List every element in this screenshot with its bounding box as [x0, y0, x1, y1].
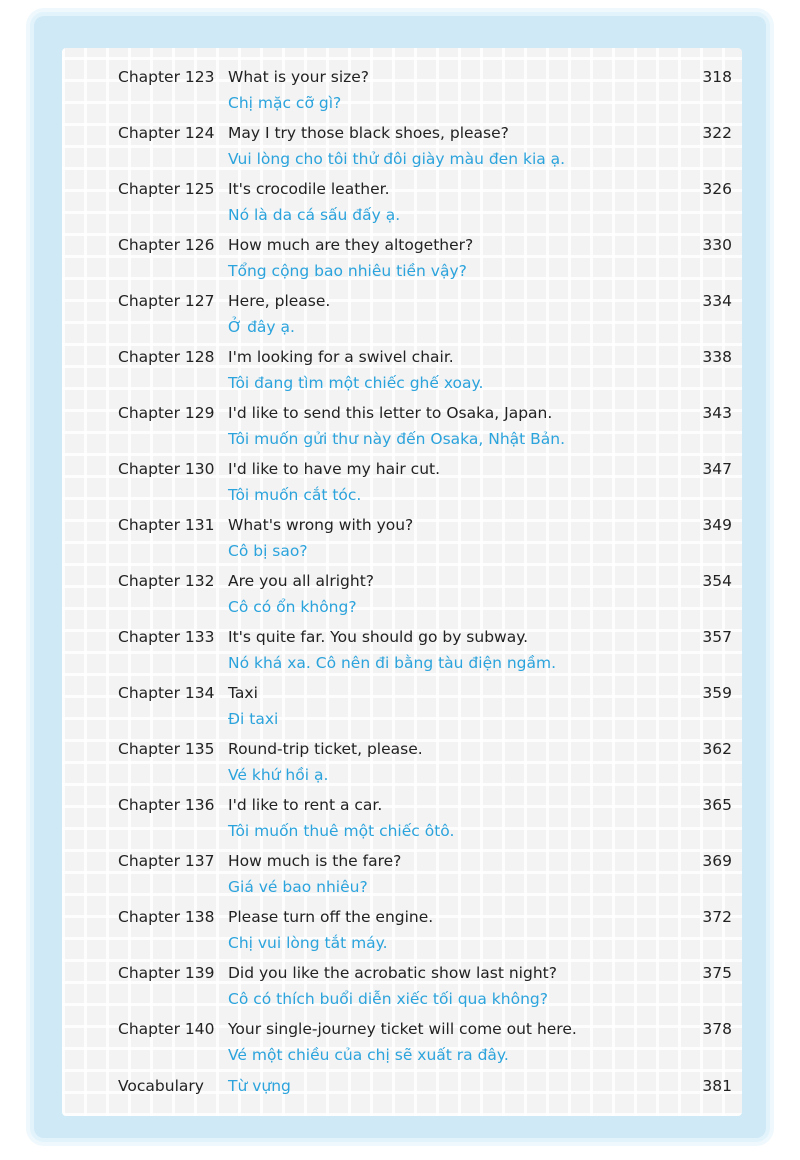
- chapter-title-vi: Chị vui lòng tắt máy.: [228, 934, 388, 952]
- toc-entry-vocabulary[interactable]: [0, 1074, 800, 1102]
- toc-entry[interactable]: [0, 457, 800, 513]
- chapter-title-en: Did you like the acrobatic show last night?: [228, 964, 557, 982]
- chapter-title-en: May I try those black shoes, please?: [228, 124, 509, 142]
- chapter-title-en: Please turn off the engine.: [228, 908, 434, 926]
- chapter-title-vi: Vé một chiều của chị sẽ xuất ra đây.: [228, 1046, 509, 1064]
- vocabulary-title-vi: Từ vựng: [228, 1077, 291, 1095]
- chapter-label: Chapter 139: [118, 964, 215, 982]
- page-number: 362: [702, 740, 732, 758]
- chapter-title-vi: Chị mặc cỡ gì?: [228, 94, 342, 112]
- toc-entry[interactable]: [0, 513, 800, 569]
- toc-entry[interactable]: [0, 625, 800, 681]
- page-number: 381: [702, 1077, 732, 1095]
- chapter-title-en: How much are they altogether?: [228, 236, 474, 254]
- toc-entry[interactable]: [0, 849, 800, 905]
- chapter-label: Chapter 124: [118, 124, 215, 142]
- toc-entry[interactable]: [0, 681, 800, 737]
- toc-entry[interactable]: [0, 905, 800, 961]
- page-number: 338: [702, 348, 732, 366]
- page-number: 375: [702, 964, 732, 982]
- page-number: 357: [702, 628, 732, 646]
- chapter-title-vi: Tôi muốn cắt tóc.: [228, 486, 362, 504]
- chapter-title-en: I'd like to rent a car.: [228, 796, 383, 814]
- chapter-title-en: Are you all alright?: [228, 572, 374, 590]
- toc-entry[interactable]: [0, 121, 800, 177]
- page-number: 326: [702, 180, 732, 198]
- chapter-title-en: Taxi: [228, 684, 258, 702]
- chapter-title-en: Your single-journey ticket will come out here.: [228, 1020, 577, 1038]
- chapter-title-vi: Tổng cộng bao nhiêu tiền vậy?: [228, 262, 467, 280]
- chapter-title-vi: Ở đây ạ.: [228, 318, 295, 336]
- chapter-title-en: It's quite far. You should go by subway.: [228, 628, 529, 646]
- chapter-title-vi: Tôi muốn gửi thư này đến Osaka, Nhật Bản.: [228, 430, 566, 448]
- chapter-label: Chapter 133: [118, 628, 215, 646]
- chapter-title-vi: Tôi muốn thuê một chiếc ôtô.: [228, 822, 455, 840]
- chapter-title-vi: Tôi đang tìm một chiếc ghế xoay.: [228, 374, 484, 392]
- toc-entry[interactable]: [0, 1017, 800, 1073]
- chapter-label: Chapter 123: [118, 68, 215, 86]
- chapter-title-en: What's wrong with you?: [228, 516, 414, 534]
- chapter-title-vi: Nó khá xa. Cô nên đi bằng tàu điện ngầm.: [228, 654, 557, 672]
- chapter-title-vi: Cô có thích buổi diễn xiếc tối qua không?: [228, 990, 548, 1008]
- page-number: 354: [702, 572, 732, 590]
- toc-entry[interactable]: [0, 961, 800, 1017]
- page-number: 378: [702, 1020, 732, 1038]
- page-number: 318: [702, 68, 732, 86]
- chapter-label: Chapter 140: [118, 1020, 215, 1038]
- toc-entry[interactable]: [0, 793, 800, 849]
- vocabulary-label: Vocabulary: [118, 1077, 204, 1095]
- chapter-label: Chapter 138: [118, 908, 215, 926]
- chapter-title-vi: Vui lòng cho tôi thử đôi giày màu đen kia ạ.: [228, 150, 566, 168]
- chapter-label: Chapter 131: [118, 516, 215, 534]
- chapter-title-vi: Giá vé bao nhiêu?: [228, 878, 368, 896]
- toc-entry[interactable]: [0, 345, 800, 401]
- chapter-label: Chapter 126: [118, 236, 215, 254]
- page-number: 330: [702, 236, 732, 254]
- page-number: 334: [702, 292, 732, 310]
- chapter-label: Chapter 125: [118, 180, 215, 198]
- chapter-label: Chapter 136: [118, 796, 215, 814]
- chapter-label: Chapter 137: [118, 852, 215, 870]
- page-number: 349: [702, 516, 732, 534]
- page-number: 343: [702, 404, 732, 422]
- chapter-title-en: Here, please.: [228, 292, 331, 310]
- chapter-label: Chapter 130: [118, 460, 215, 478]
- toc-entry[interactable]: [0, 65, 800, 121]
- toc-entry[interactable]: [0, 737, 800, 793]
- chapter-title-en: I'd like to send this letter to Osaka, Japan.: [228, 404, 553, 422]
- chapter-title-vi: Vé khứ hồi ạ.: [228, 766, 329, 784]
- chapter-label: Chapter 134: [118, 684, 215, 702]
- chapter-title-en: It's crocodile leather.: [228, 180, 390, 198]
- chapter-label: Chapter 132: [118, 572, 215, 590]
- chapter-title-en: I'd like to have my hair cut.: [228, 460, 441, 478]
- chapter-title-en: How much is the fare?: [228, 852, 402, 870]
- chapter-label: Chapter 135: [118, 740, 215, 758]
- chapter-title-en: Round-trip ticket, please.: [228, 740, 423, 758]
- page-number: 359: [702, 684, 732, 702]
- page-number: 365: [702, 796, 732, 814]
- page-number: 369: [702, 852, 732, 870]
- page-number: 322: [702, 124, 732, 142]
- chapter-label: Chapter 127: [118, 292, 215, 310]
- page-number: 372: [702, 908, 732, 926]
- toc-entry[interactable]: [0, 401, 800, 457]
- page-number: 347: [702, 460, 732, 478]
- chapter-title-vi: Đi taxi: [228, 710, 279, 728]
- chapter-title-vi: Nó là da cá sấu đấy ạ.: [228, 206, 401, 224]
- chapter-label: Chapter 129: [118, 404, 215, 422]
- toc-entry[interactable]: [0, 569, 800, 625]
- chapter-title-vi: Cô bị sao?: [228, 542, 308, 560]
- toc-entry[interactable]: [0, 233, 800, 289]
- toc-entry[interactable]: [0, 289, 800, 345]
- chapter-title-en: What is your size?: [228, 68, 370, 86]
- chapter-title-en: I'm looking for a swivel chair.: [228, 348, 454, 366]
- toc-entry[interactable]: [0, 177, 800, 233]
- chapter-label: Chapter 128: [118, 348, 215, 366]
- chapter-title-vi: Cô có ổn không?: [228, 598, 357, 616]
